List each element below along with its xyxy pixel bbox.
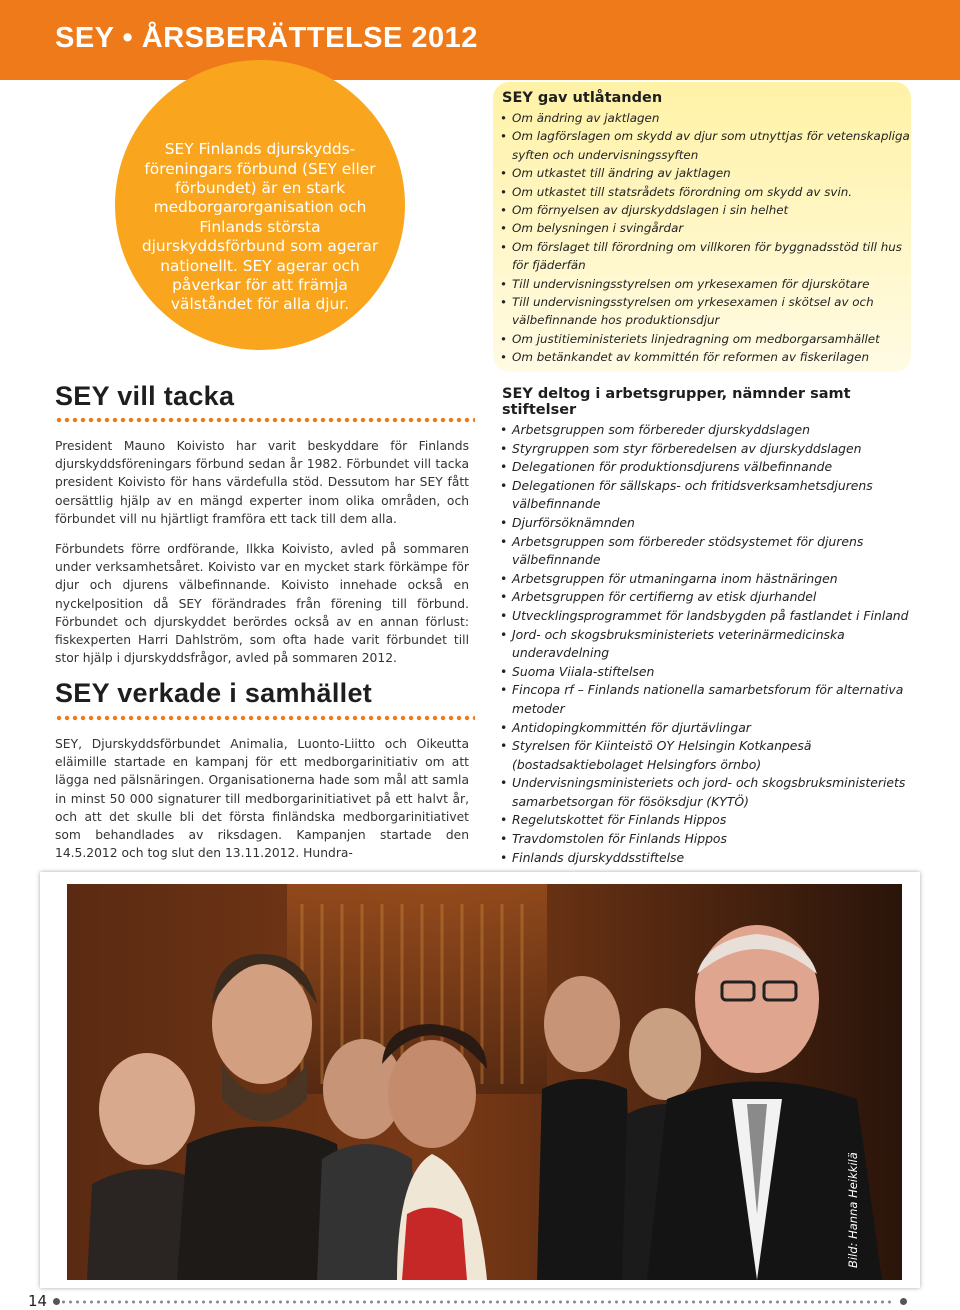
thanks-heading: SEY vill tacka [55,381,235,411]
thanks-body [55,437,469,679]
workgroup-item: • Antidopingkommittén för djurtävlingar [500,719,910,738]
workgroup-item: • Arbetsgruppen som förbereder stödsystemet för djurens välbefinnande [500,533,910,570]
workgroup-item: • Styrgruppen som styr förberedelsen av djurskyddslagen [500,440,910,459]
workgroup-item: • Delegationen för sällskaps- och fritidsverksamhetsdjurens välbefinnande [500,477,910,514]
intro-circle [115,60,405,350]
statement-item: • Om förslaget till förordning om villkoren för byggnadsstöd till hus för fjäderfän [500,238,910,275]
photo-illustration [67,884,902,1280]
workgroup-item: • Undervisningsministeriets och jord- och skogsbruksministeriets samarbetsorgan för fösöksdjur (KYTÖ) [500,774,910,811]
society-paragraph: SEY, Djurskyddsförbundet Animalia, Luonto-Liitto och Oikeutta eläimille startade en kampanj för ett medborgarinitiativ om att lägga ned pälsnäringen. Organisationerna hade som mål att samla in minst 50 000 signaturer till medborgarinitiativet på ett halvt år, och att det skulle bli det första finländska medborgarinitiativet som behandlades av riksdagen. Kampanjen startade den 14.5.2012 och tog slut den 13.11.2012. Hundra- [55,737,469,861]
workgroup-item: • Arbetsgruppen som förbereder djurskyddslagen [500,421,910,440]
workgroup-item: • Styrelsen för Kiinteistö OY Helsingin Kotkanpesä (bostadsaktiebolaget Helsingfors örnbo) [500,737,910,774]
workgroup-item: • Utvecklingsprogrammet för landsbygden på fastlandet i Finland [500,607,910,626]
workgroups-heading: SEY deltog i arbetsgrupper, nämnder samt stiftelser [502,386,851,418]
statement-item: • Om belysningen i svingårdar [500,219,910,237]
thanks-paragraph: President Mauno Koivisto har varit beskyddare för Finlands djurskyddsföreningars förbund sedan år 1982. Förbundet vill tacka president Koivisto för hans värdefulla stöd. Dessutom har SEY fått oersättlig hjälp av en mängd experter inom olika områden, och förbundet vill nu hjärtligt framföra ett tack till dem alla. [55,439,469,526]
intro-text: SEY Finlands djurskydds-föreningars förbund (SEY eller förbundet) är en stark medborgarorganisation och Finlands största djurskyddsförbund som agerar nationellt. SEY agerar och påverkar för att främja välståndet för alla djur. [141,140,379,314]
statement-item: • Om lagförslagen om skydd av djur som utnyttjas för vetenskapliga syften och undervisningssyften [500,127,910,164]
workgroup-item: • Fincopa rf – Finlands nationella samarbetsforum för alternativa metoder [500,681,910,718]
statement-item: • Om förnyelsen av djurskyddslagen i sin helhet [500,201,910,219]
footer-dotted-line [60,1299,892,1305]
statement-item: • Om betänkandet av kommittén för reformen av fiskerilagen [500,348,910,366]
dotted-divider [55,417,475,423]
statement-item: • Till undervisningsstyrelsen om yrkesexamen i skötsel av och välbefinnande hos produktionsdjur [500,293,910,330]
group-photo [67,884,902,1280]
workgroup-item: • Arbetsgruppen för utmaningarna inom hästnäringen [500,570,910,589]
workgroup-item: • Delegationen för produktionsdjurens välbefinnande [500,458,910,477]
footer-dot-start [53,1298,60,1305]
statements-section [500,90,910,367]
statement-item: • Till undervisningsstyrelsen om yrkesexamen för djurskötare [500,275,910,293]
workgroup-item: • Finlands djurskyddsstiftelse [500,849,910,868]
workgroups-section [500,386,910,867]
statements-list [500,109,910,367]
statement-item: • Om ändring av jaktlagen [500,109,910,127]
statement-item: • Om justitieministeriets linjedragning om medborgarsamhället [500,330,910,348]
footer-dot-end [900,1298,907,1305]
page-title: SEY • ÅRSBERÄTTELSE 2012 [55,22,478,54]
workgroup-item: • Travdomstolen för Finlands Hippos [500,830,910,849]
workgroup-item: • Djurförsöknämnden [500,514,910,533]
workgroup-item: • Jord- och skogsbruksministeriets veterinärmedicinska underavdelning [500,626,910,663]
statement-item: • Om utkastet till ändring av jaktlagen [500,164,910,182]
statement-item: • Om utkastet till statsrådets förordning om skydd av svin. [500,183,910,201]
workgroup-item: • Regelutskottet för Finlands Hippos [500,811,910,830]
page-number: 14 [28,1292,48,1310]
workgroup-item: • Suoma Viiala-stiftelsen [500,663,910,682]
workgroup-item: • Arbetsgruppen för certifierng av etisk djurhandel [500,588,910,607]
society-heading: SEY verkade i samhället [55,678,373,708]
dotted-divider [55,715,475,721]
thanks-paragraph: Förbundets förre ordförande, Ilkka Koivisto, avled på sommaren under verksamhetsåret. Koivisto var en mycket stark förkämpe för djur och djurens välbefinnande. Koivisto innehade också en nyckelposition då SEY förändrades från förening till förbund. Förbundet och djurskyddet berördes också av en annan förlust: fiskexperten Harri Dahlström, som ofta hade varit förbundet till stor hjälp i djurskyddsfrågor, avled på sommaren 2012. [55,542,469,666]
society-body [55,735,469,874]
statements-heading: SEY gav utlåtanden [502,90,663,106]
workgroups-list [500,421,910,867]
photo-credit: Bild: Hanna Heikkilä [846,1152,860,1268]
